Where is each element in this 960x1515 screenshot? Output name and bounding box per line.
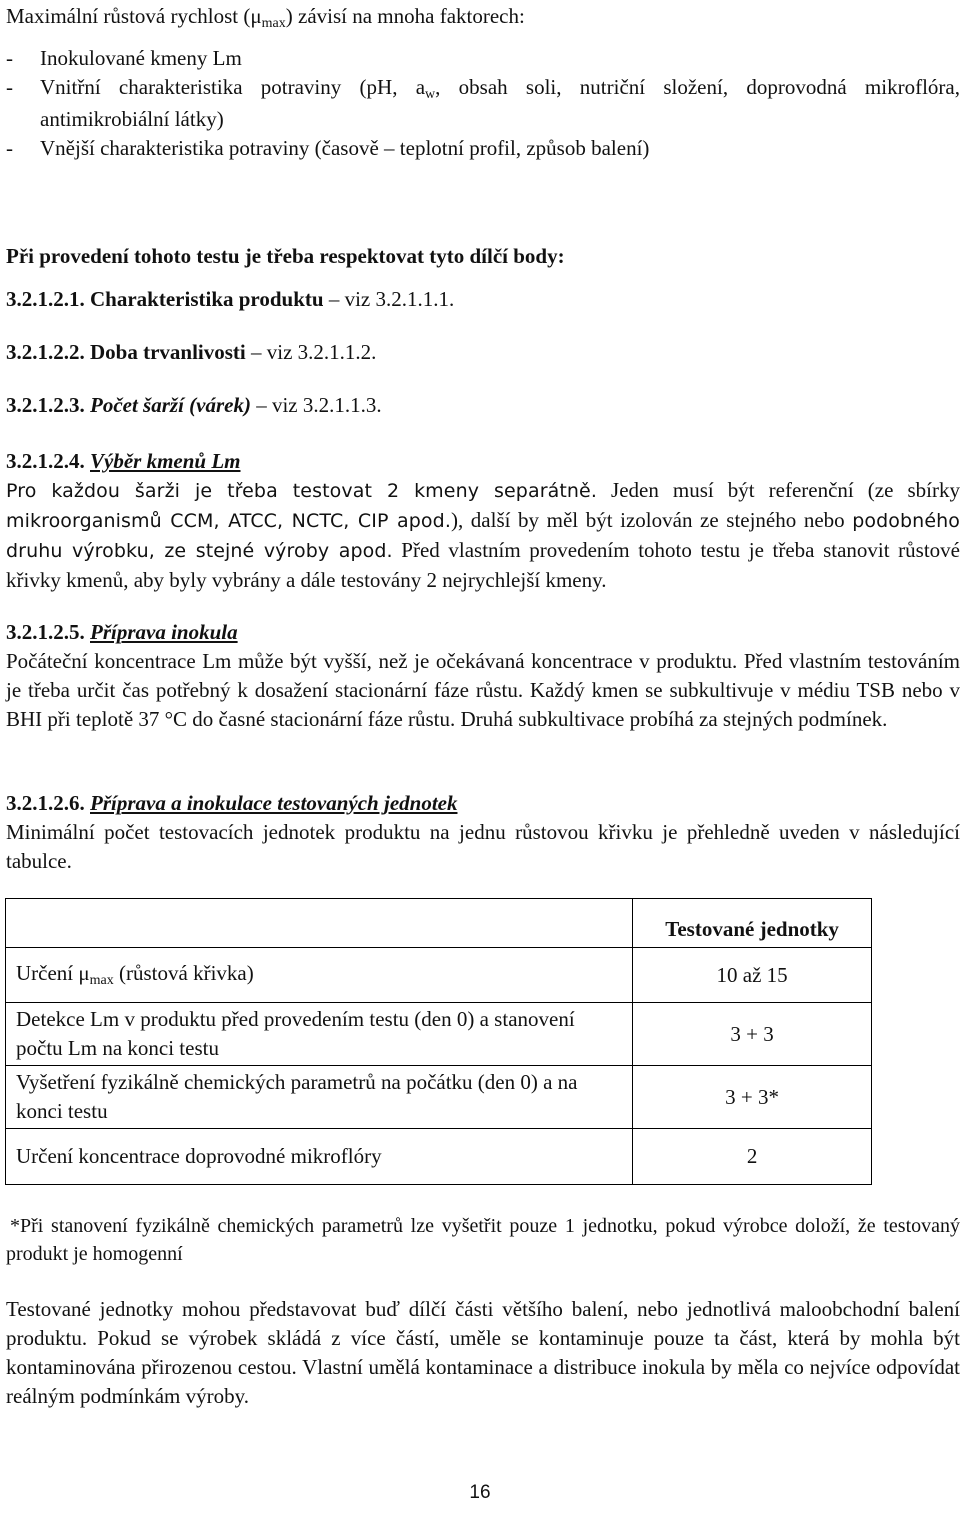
item-charakteristika: 3.2.1.2.1. Charakteristika produktu – viz 3.2.1.1.1.	[6, 287, 455, 311]
section-6-heading: 3.2.1.2.6. Příprava a inokulace testovaných jednotek	[6, 791, 458, 815]
table-row-value: 3 + 3*	[633, 1066, 872, 1129]
closing-paragraph: Testované jednotky mohou představovat buď dílčí části většího balení, nebo jednotlivá maloobchodní balení produktu. Pokud se výrobek skládá z více částí, uměle se kontaminuje pouze ta část, která by mohla být kontaminována přirozenou cestou. Vlastní umělá kontaminace a distribuce inokula by měla co nejvíce odpovídat reálným podmínkám výroby.	[6, 1297, 960, 1408]
table-row-value: 2	[633, 1129, 872, 1185]
table-row-value: 3 + 3	[633, 1003, 872, 1066]
table-row-value: 10 až 15	[633, 948, 872, 1003]
table-header: Testované jednotky	[633, 899, 872, 948]
table-row-label: Detekce Lm v produktu před provedením testu (den 0) a stanovení počtu Lm na konci testu	[6, 1003, 633, 1066]
table-row-label: Určení koncentrace doprovodné mikroflóry	[6, 1129, 633, 1185]
item-doba-trvanlivosti: 3.2.1.2.2. Doba trvanlivosti – viz 3.2.1.1.2.	[6, 340, 377, 364]
table-row	[6, 899, 872, 948]
section-5-heading: 3.2.1.2.5. Příprava inokula	[6, 620, 238, 644]
section-heading: Při provedení tohoto testu je třeba respektovat tyto dílčí body:	[6, 244, 565, 268]
table-row	[6, 1066, 872, 1129]
table-empty-header	[6, 899, 633, 948]
section-6-text: Minimální počet testovacích jednotek produktu na jednu růstovou křivku je přehledně uveden v následující tabulce.	[6, 820, 960, 873]
table-footnote: *Při stanovení fyzikálně chemických parametrů lze vyšetřit pouze 1 jednotku, pokud výrobce doloží, že testovaný produkt je homogenní	[6, 1215, 960, 1265]
list-item: - Vnitřní charakteristika potraviny (pH, aw, obsah soli, nutriční složení, doprovodná mikroflóra, antimikrobiální látky)	[6, 75, 960, 131]
list-item: - Vnější charakteristika potraviny (časově – teplotní profil, způsob balení)	[6, 136, 650, 160]
page-number: 16	[469, 1482, 491, 1503]
table-row	[6, 948, 872, 1003]
table-row	[6, 1003, 872, 1066]
section-4-text: Pro každou šarži je třeba testovat 2 kmeny separátně. Jeden musí být referenční (ze sbírky mikroorganismů CCM, ATCC, NCTC, CIP apod.), další by měl být izolován ze stejného nebo podobného druhu výrobku, ze stejné výroby apod. Před vlastním provedením tohoto testu je třeba stanovit růstové křivky kmenů, aby byly vybrány a dále testovány 2 nejrychlejší kmeny.	[6, 478, 960, 592]
section-5-text: Počáteční koncentrace Lm může být vyšší, než je očekávaná koncentrace v produktu. Před vlastním testováním je třeba určit čas potřebný k dosažení stacionární fáze růstu. Každý kmen se subkultivuje v médiu TSB nebo v BHI při teplotě 37 °C do časné stacionární fáze růstu. Druhá subkultivace probíhá za stejných podmínek.	[6, 649, 960, 731]
section-4-heading: 3.2.1.2.4. Výběr kmenů Lm	[6, 449, 241, 473]
table-row	[6, 1129, 872, 1185]
factor-list	[6, 44, 960, 163]
intro-line: Maximální růstová rychlost (μmax) závisí na mnoha faktorech:	[6, 4, 525, 31]
table-row-label: Určení μmax (růstová křivka)	[6, 948, 633, 1003]
list-item: - Inokulované kmeny Lm	[6, 46, 242, 70]
item-pocet-sarzi: 3.2.1.2.3. Počet šarží (várek) – viz 3.2.1.1.3.	[6, 393, 382, 417]
test-units-table	[5, 898, 872, 1185]
table-row-label: Vyšetření fyzikálně chemických parametrů na počátku (den 0) a na konci testu	[6, 1066, 633, 1129]
